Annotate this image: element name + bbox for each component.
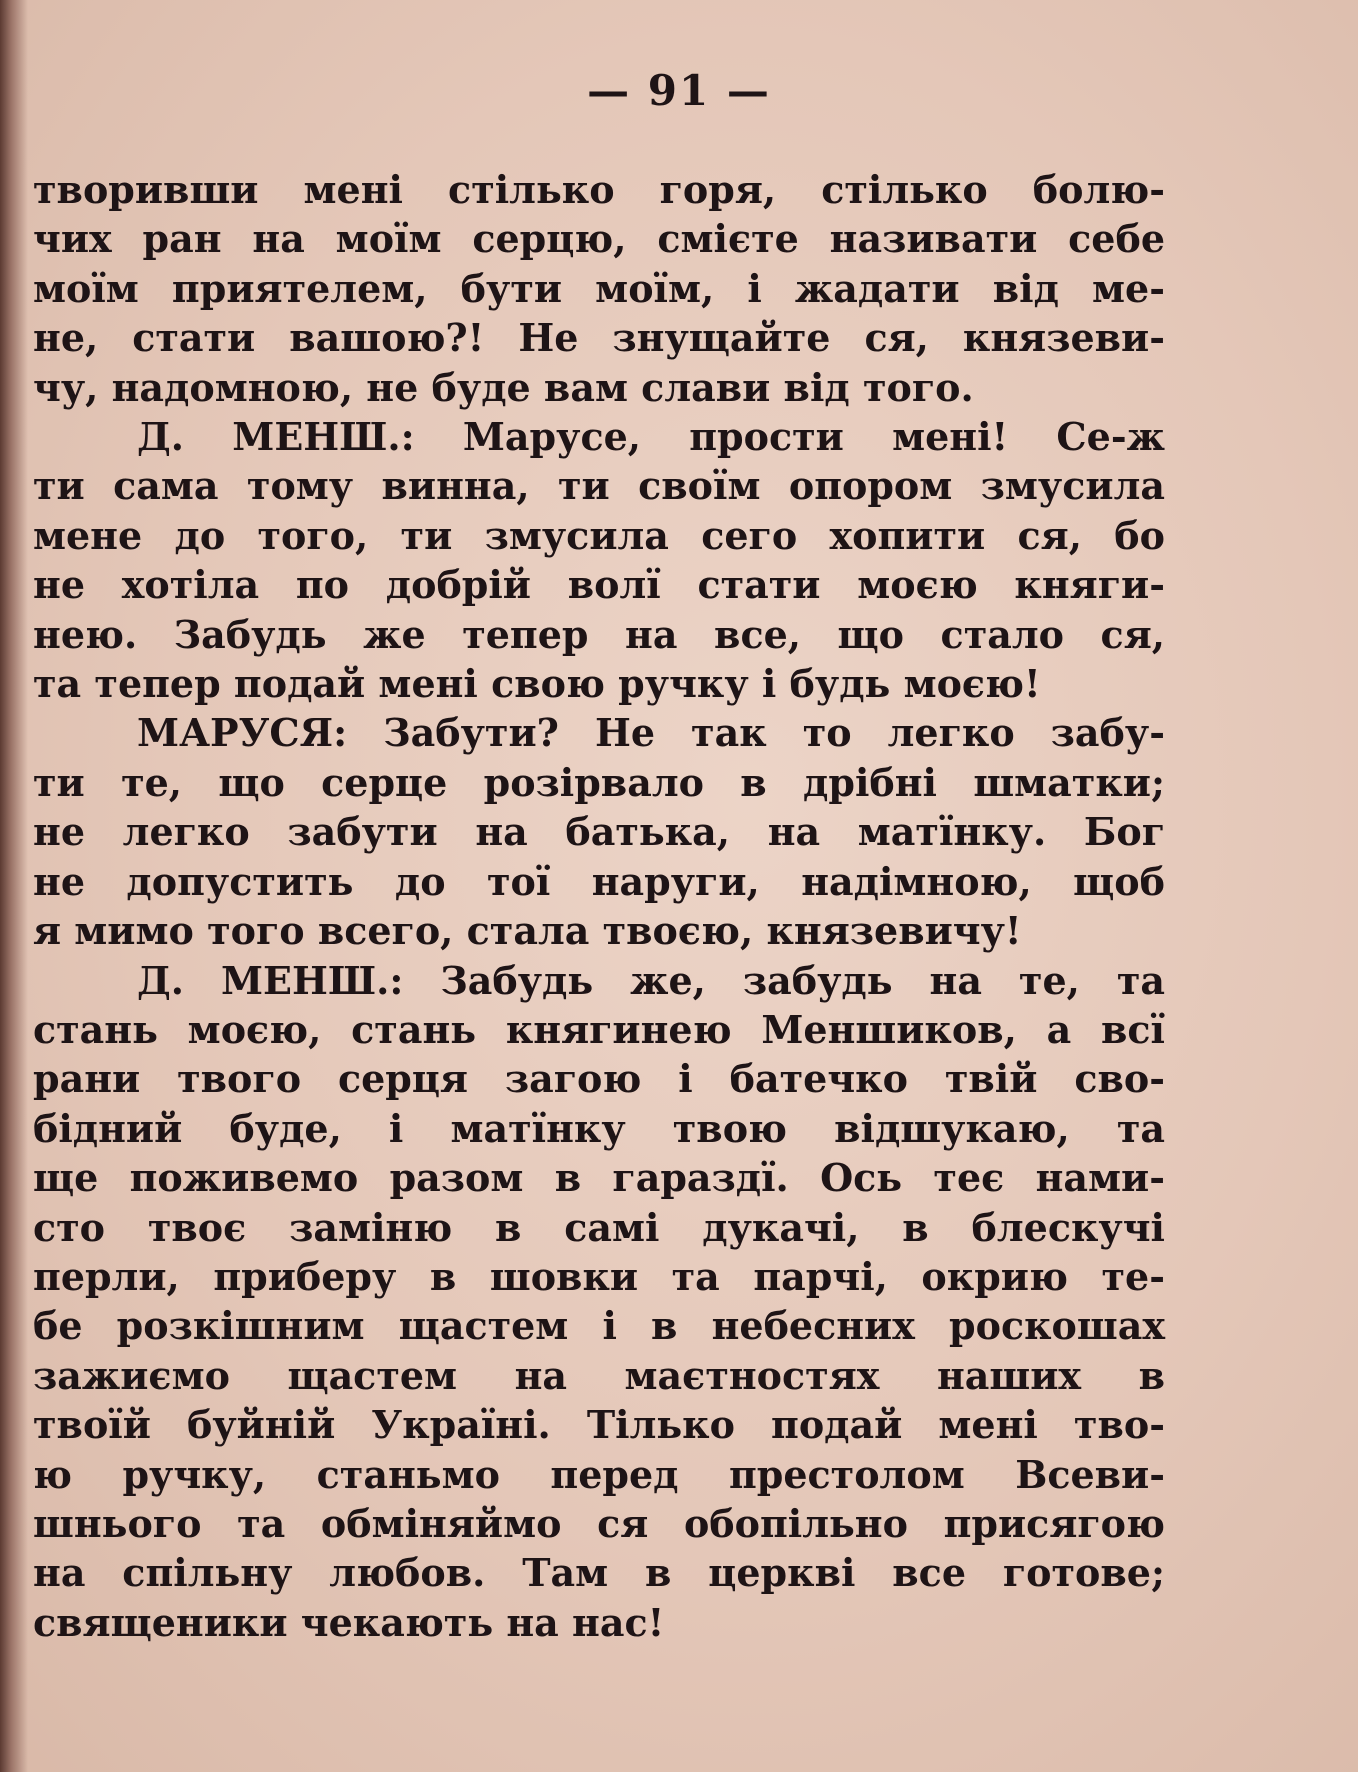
text-line: моїм приятелем, бути моїм, і жадати від ме- <box>33 265 1165 311</box>
text-line: Д. МЕНШ.: Марусе, прости мені! Се-ж <box>137 414 1165 460</box>
text-line: ти сама тому винна, ти своїм опором змусила <box>33 463 1165 509</box>
text-line: та тепер подай мені свою ручку і будь моєю! <box>33 661 1041 707</box>
text-line: ю ручку, станьмо перед престолом Всеви- <box>33 1451 1165 1497</box>
text-line: шнього та обміняймо ся обопільно присягою <box>33 1500 1165 1546</box>
text-line: чих ран на моїм серцю, смієте називати себе <box>33 216 1165 262</box>
text-line: нею. Забудь же тепер на все, що стало ся, <box>33 611 1165 657</box>
text-line: я мимо того всего, стала твоєю, князевичу! <box>33 908 1022 954</box>
text-line: ти те, що серце розірвало в дрібні шматки; <box>33 759 1165 805</box>
text-line: на спільну любов. Там в церкві все готове; <box>33 1550 1165 1596</box>
text-line: рани твого серця загою і батечко твій сво- <box>33 1056 1165 1102</box>
text-line: бе розкішним щастем і в небесних роскошах <box>33 1303 1165 1349</box>
text-line: зажиємо щастем на маєтностях наших в <box>33 1352 1165 1398</box>
text-line: ще поживемо разом в гараздї. Ось теє нами- <box>33 1155 1165 1201</box>
text-line: творивши мені стілько горя, стілько болю- <box>33 167 1165 212</box>
text-line: сто твоє заміню в самі дукачі, в блескучі <box>33 1204 1165 1250</box>
text-line: МАРУСЯ: Забути? Не так то легко забу- <box>137 710 1165 756</box>
page-body-text <box>33 165 1165 1647</box>
text-line: священики чекають на нас! <box>33 1599 665 1645</box>
text-line: бідний буде, і матїнку твою відшукаю, та <box>33 1105 1165 1151</box>
text-line: мене до того, ти змусила сего хопити ся, бо <box>33 512 1165 558</box>
text-line: не допустить до тої наруги, надімною, щоб <box>33 858 1165 904</box>
text-line: стань моєю, стань княгинею Меншиков, а всї <box>33 1006 1165 1052</box>
text-line: не, стати вашою?! Не знущайте ся, князеви- <box>33 315 1165 361</box>
book-spine-shadow <box>0 0 28 1772</box>
text-line: перли, приберу в шовки та парчі, окрию те- <box>33 1253 1165 1299</box>
text-line: Д. МЕНШ.: Забудь же, забудь на те, та <box>137 957 1165 1003</box>
text-line: не легко забути на батька, на матїнку. Бог <box>33 809 1165 855</box>
page-number: — 91 — <box>587 66 771 115</box>
text-line: не хотіла по добрій волї стати моєю княги- <box>33 562 1165 608</box>
text-line: твоїй буйній Україні. Тілько подай мені тво- <box>33 1402 1165 1448</box>
text-line: чу, надомною, не буде вам слави від того. <box>33 364 974 410</box>
